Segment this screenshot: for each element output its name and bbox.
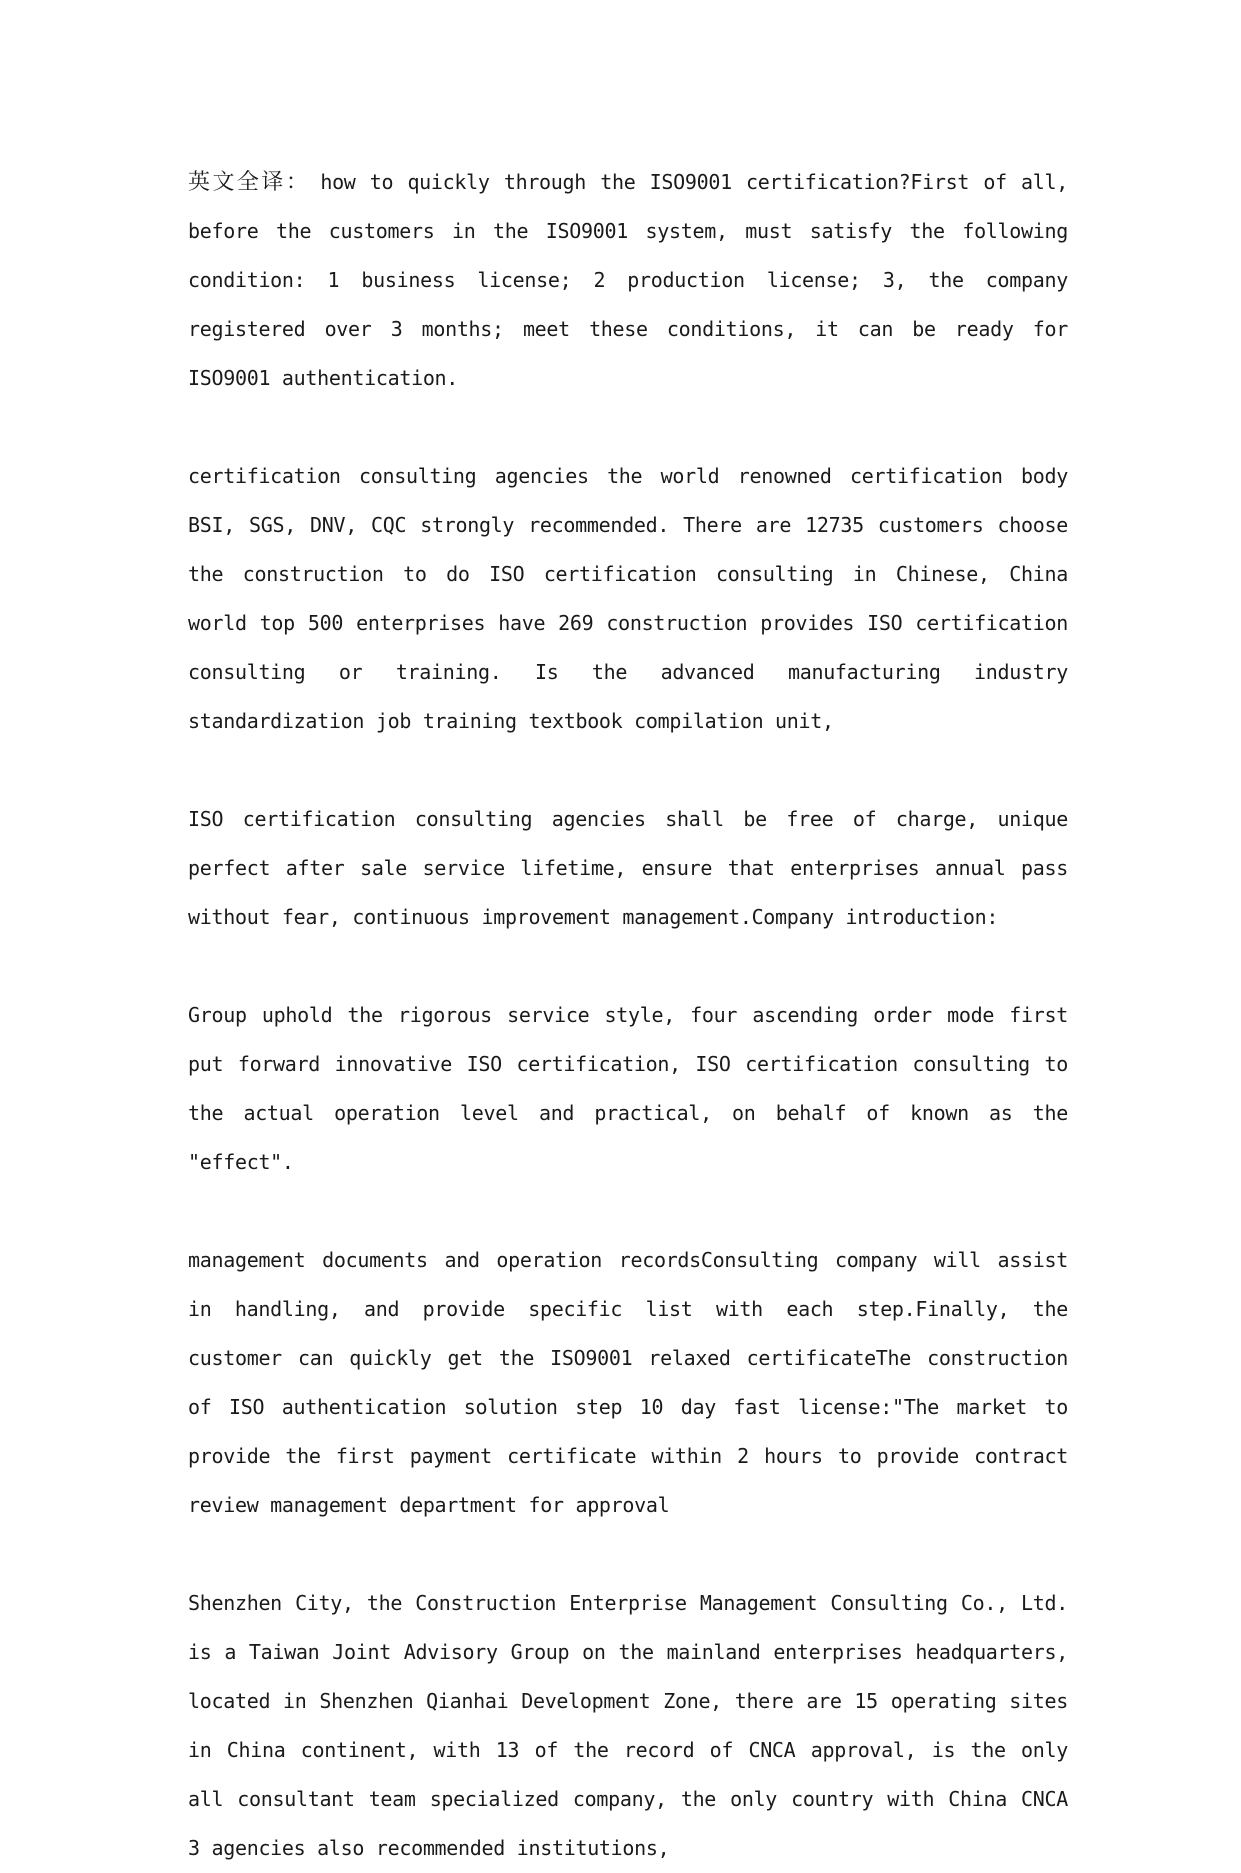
paragraph-3: ISO certification consulting agencies shall be free of charge, unique perfect after sale service lifetime, ensure that enterprises annual pass without fear, continuous improvement management.Company introduction: bbox=[188, 807, 1068, 929]
paragraph-1 bbox=[188, 158, 1068, 403]
paragraph-5: management documents and operation recordsConsulting company will assist in handling, and provide specific list with each step.Finally, the customer can quickly get the ISO9001 relaxed certificateThe construction of ISO authentication solution step 10 day fast license:"The market to provide the first payment certificate within 2 hours to provide contract review management department for approval bbox=[188, 1248, 1068, 1517]
paragraph-2: certification consulting agencies the world renowned certification body BSI, SGS, DNV, CQC strongly recommended. There are 12735 customers choose the construction to do ISO certification consulting in Chinese, China world top 500 enterprises have 269 construction provides ISO certification consulting or training. Is the advanced manufacturing industry standardization job training textbook compilation unit, bbox=[188, 464, 1068, 733]
document-body bbox=[188, 158, 1068, 1873]
translation-label: 英文全译： bbox=[188, 170, 311, 195]
paragraph-6: Shenzhen City, the Construction Enterprise Management Consulting Co., Ltd. is a Taiwan Joint Advisory Group on the mainland enterprises headquarters, located in Shenzhen Qianhai Development Zone, there are 15 operating sites in China continent, with 13 of the record of CNCA approval, is the only all consultant team specialized company, the only country with China CNCA 3 agencies also recommended institutions, bbox=[188, 1591, 1068, 1860]
paragraph-1-text: how to quickly through the ISO9001 certification?First of all, before the customers in the ISO9001 system, must satisfy the following condition: 1 business license; 2 production license; 3, the company registered over 3 months; meet these conditions, it can be ready for ISO9001 authentication. bbox=[188, 170, 1068, 390]
paragraph-4: Group uphold the rigorous service style, four ascending order mode first put forward innovative ISO certification, ISO certification consulting to the actual operation level and practical, on behalf of known as the "effect". bbox=[188, 1003, 1068, 1174]
